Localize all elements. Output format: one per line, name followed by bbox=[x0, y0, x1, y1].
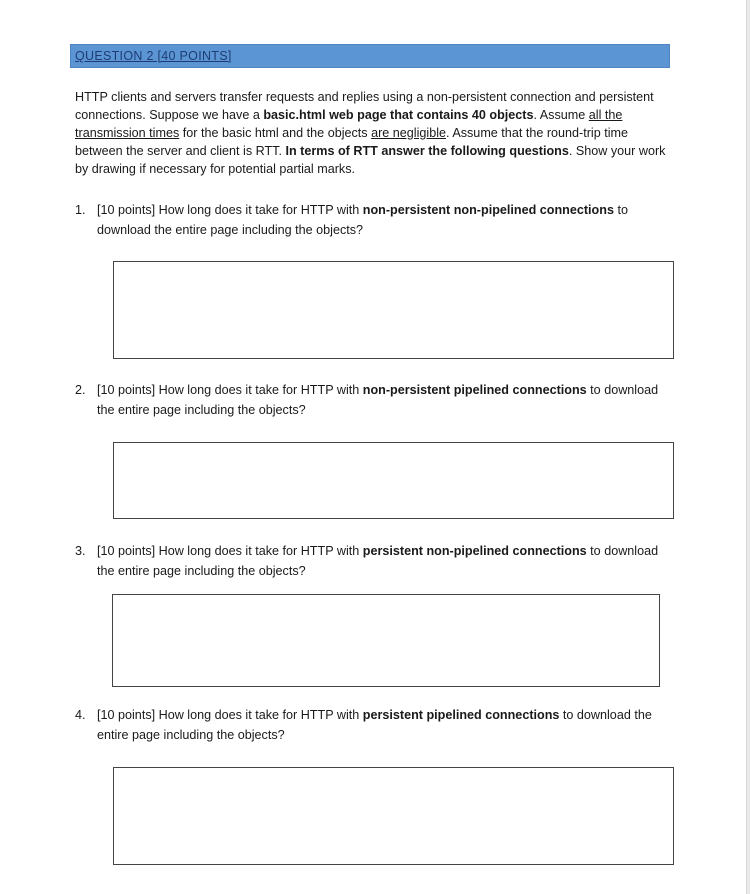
answer-box-2[interactable] bbox=[113, 442, 674, 519]
intro-underlined-text: are negligible bbox=[371, 126, 447, 140]
question-bold-term: non-persistent non-pipelined connections bbox=[362, 203, 614, 217]
question-4 bbox=[75, 705, 675, 745]
question-suffix: to download the entire page including the objects? bbox=[97, 544, 659, 578]
question-text bbox=[97, 541, 675, 581]
question-bold-term: non-persistent pipelined connections bbox=[362, 383, 587, 397]
question-prefix: [10 points] How long does it take for HTTP with bbox=[97, 544, 363, 558]
intro-text: for the basic html and the objects bbox=[179, 126, 372, 140]
question-number: 4. bbox=[75, 708, 86, 722]
intro-text: . Assume that the round-trip time between the server and client is RTT. bbox=[75, 126, 629, 158]
question-3 bbox=[75, 541, 675, 581]
answer-box-1[interactable] bbox=[113, 261, 674, 359]
question-prefix: [10 points] How long does it take for HTTP with bbox=[97, 383, 363, 397]
question-heading: QUESTION 2 [40 POINTS] bbox=[75, 49, 232, 63]
intro-underlined-text: all the transmission times bbox=[75, 108, 623, 140]
question-prefix: [10 points] How long does it take for HTTP with bbox=[97, 708, 363, 722]
question-suffix: to download the entire page including the objects? bbox=[97, 383, 659, 417]
question-bold-term: persistent non-pipelined connections bbox=[362, 544, 587, 558]
question-1 bbox=[75, 200, 675, 240]
question-bold-term: persistent pipelined connections bbox=[362, 708, 560, 722]
intro-text: . Assume bbox=[533, 108, 589, 122]
question-suffix: to download the entire page including the objects? bbox=[97, 203, 628, 237]
question-number: 3. bbox=[75, 544, 86, 558]
question-2 bbox=[75, 380, 675, 420]
question-text bbox=[97, 380, 675, 420]
question-suffix: to download the entire page including the objects? bbox=[97, 708, 652, 742]
intro-bold-text: In terms of RTT answer the following questions bbox=[285, 144, 569, 158]
question-number: 1. bbox=[75, 203, 86, 217]
intro-bold-text: basic.html web page that contains 40 objects bbox=[263, 108, 534, 122]
question-text bbox=[97, 705, 675, 745]
answer-box-4[interactable] bbox=[113, 767, 674, 865]
intro-text: . Show your work by drawing if necessary for potential partial marks. bbox=[75, 144, 666, 176]
question-number: 2. bbox=[75, 383, 86, 397]
answer-box-3[interactable] bbox=[112, 594, 660, 687]
question-prefix: [10 points] How long does it take for HTTP with bbox=[97, 203, 363, 217]
question-heading-bar bbox=[70, 44, 670, 68]
intro-paragraph bbox=[75, 88, 675, 178]
question-text bbox=[97, 200, 675, 240]
intro-text: HTTP clients and servers transfer requests and replies using a non-persistent connection and persistent connections. Suppose we have a bbox=[75, 90, 654, 122]
